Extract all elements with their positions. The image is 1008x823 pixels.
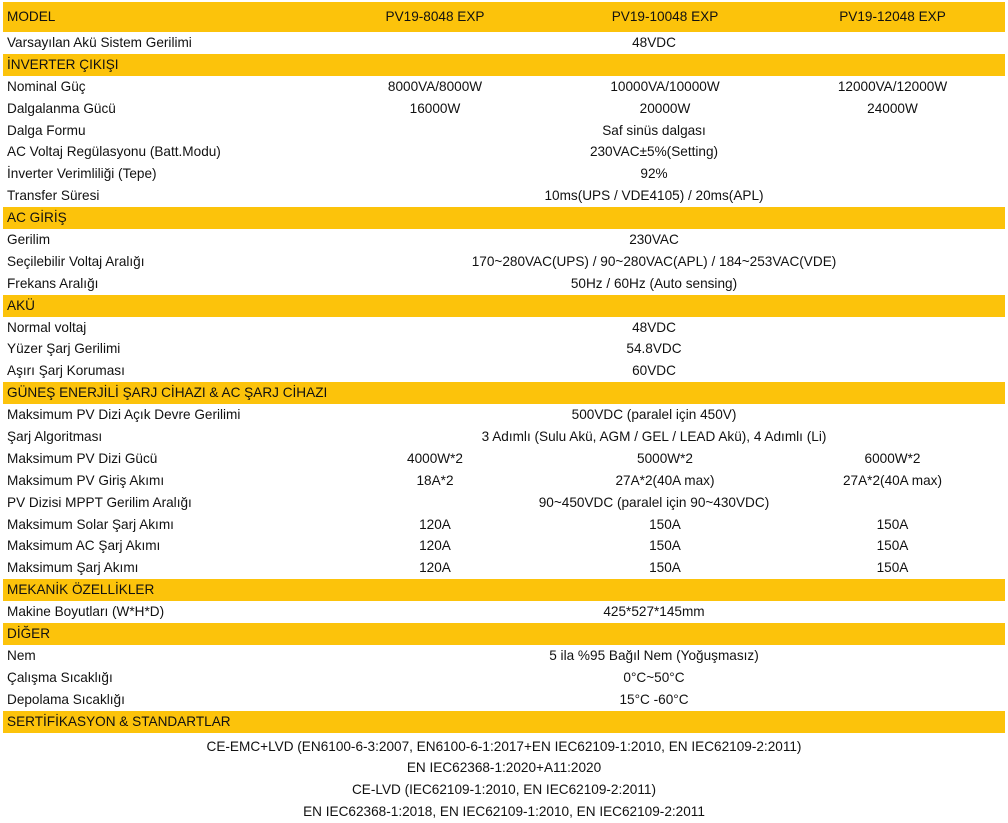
spec-value-model-1: 18A*2 (320, 470, 550, 492)
spec-value-all-models: 48VDC (303, 32, 1005, 54)
spec-value-all-models: 60VDC (303, 360, 1005, 382)
section-header (3, 382, 1005, 404)
section-header (3, 295, 1005, 317)
spec-label: Varsayılan Akü Sistem Gerilimi (7, 32, 192, 54)
spec-row (3, 229, 1005, 251)
section-header (3, 579, 1005, 601)
model-header-row (3, 2, 1005, 32)
spec-value-model-1: 8000VA/8000W (320, 76, 550, 98)
spec-value-model-3: 150A (780, 514, 1005, 536)
spec-value-model-1: 120A (320, 535, 550, 557)
spec-value-model-1: 4000W*2 (320, 448, 550, 470)
spec-row (3, 404, 1005, 426)
spec-row (3, 76, 1005, 98)
spec-label: Transfer Süresi (7, 185, 99, 207)
spec-label: PV Dizisi MPPT Gerilim Aralığı (7, 492, 192, 514)
spec-label: Yüzer Şarj Gerilimi (7, 338, 120, 360)
spec-label: Maksimum AC Şarj Akımı (7, 535, 160, 557)
spec-row (3, 535, 1005, 557)
spec-value-all-models: 90~450VDC (paralel için 90~430VDC) (303, 492, 1005, 514)
section-header (3, 623, 1005, 645)
spec-row (3, 163, 1005, 185)
spec-label: Çalışma Sıcaklığı (7, 667, 113, 689)
spec-row (3, 426, 1005, 448)
spec-row (3, 667, 1005, 689)
spec-row (3, 492, 1005, 514)
spec-value-model-3: 24000W (780, 98, 1005, 120)
certification-line: CE-EMC+LVD (EN6100-6-3:2007, EN6100-6-1:2017+EN IEC62109-1:2010, EN IEC62109-2:2011) (3, 736, 1005, 758)
spec-row (3, 448, 1005, 470)
spec-label: Seçilebilir Voltaj Aralığı (7, 251, 145, 273)
spec-value-model-1: 16000W (320, 98, 550, 120)
spec-label: Nem (7, 645, 36, 667)
spec-label: Maksimum Solar Şarj Akımı (7, 514, 174, 536)
spec-label: Maksimum PV Giriş Akımı (7, 470, 164, 492)
section-header (3, 207, 1005, 229)
spec-value-all-models: 3 Adımlı (Sulu Akü, AGM / GEL / LEAD Akü), 4 Adımlı (Li) (303, 426, 1005, 448)
section-title: AC GİRİŞ (7, 207, 67, 229)
section-header (3, 54, 1005, 76)
spec-value-model-2: 27A*2(40A max) (550, 470, 780, 492)
spec-label: Dalga Formu (7, 120, 86, 142)
spec-table (3, 0, 1005, 823)
spec-row (3, 470, 1005, 492)
spec-row (3, 98, 1005, 120)
spec-value-all-models: 0°C~50°C (303, 667, 1005, 689)
spec-row (3, 645, 1005, 667)
spec-row (3, 514, 1005, 536)
spec-row (3, 273, 1005, 295)
section-title: AKÜ (7, 295, 35, 317)
spec-label: Gerilim (7, 229, 50, 251)
spec-row (3, 317, 1005, 339)
spec-label: Normal voltaj (7, 317, 86, 339)
spec-label: Makine Boyutları (W*H*D) (7, 601, 164, 623)
spec-value-all-models: 15°C -60°C (303, 689, 1005, 711)
spec-row (3, 360, 1005, 382)
spec-value-all-models: 230VAC±5%(Setting) (303, 141, 1005, 163)
spec-value-model-3: 6000W*2 (780, 448, 1005, 470)
spec-row (3, 32, 1005, 54)
spec-row (3, 120, 1005, 142)
spec-value-all-models: 5 ila %95 Bağıl Nem (Yoğuşmasız) (303, 645, 1005, 667)
spec-value-model-2: 150A (550, 514, 780, 536)
spec-row (3, 141, 1005, 163)
spec-value-all-models: 50Hz / 60Hz (Auto sensing) (303, 273, 1005, 295)
spec-value-all-models: 10ms(UPS / VDE4105) / 20ms(APL) (303, 185, 1005, 207)
spec-row (3, 557, 1005, 579)
spec-label: Depolama Sıcaklığı (7, 689, 125, 711)
spec-label: Aşırı Şarj Koruması (7, 360, 125, 382)
section-title: İNVERTER ÇIKIŞI (7, 54, 119, 76)
certification-list (3, 736, 1005, 823)
model-header-label: MODEL (7, 2, 55, 32)
spec-value-model-2: 10000VA/10000W (550, 76, 780, 98)
spec-value-all-models: Saf sinüs dalgası (303, 120, 1005, 142)
spec-label: Maksimum Şarj Akımı (7, 557, 138, 579)
spec-row (3, 338, 1005, 360)
spec-value-model-2: 20000W (550, 98, 780, 120)
spec-label: Nominal Güç (7, 76, 86, 98)
spec-row (3, 689, 1005, 711)
certification-line: CE-LVD (IEC62109-1:2010, EN IEC62109-2:2011) (3, 779, 1005, 801)
spec-value-model-3: 12000VA/12000W (780, 76, 1005, 98)
spec-value-all-models: 500VDC (paralel için 450V) (303, 404, 1005, 426)
spec-label: AC Voltaj Regülasyonu (Batt.Modu) (7, 141, 221, 163)
spec-value-all-models: 230VAC (303, 229, 1005, 251)
spec-label: Maksimum PV Dizi Açık Devre Gerilimi (7, 404, 240, 426)
model-name-8048: PV19-8048 EXP (320, 2, 550, 32)
spec-label: Frekans Aralığı (7, 273, 98, 295)
spec-label: Maksimum PV Dizi Gücü (7, 448, 157, 470)
spec-label: İnverter Verimliliği (Tepe) (7, 163, 157, 185)
section-title: GÜNEŞ ENERJİLİ ŞARJ CİHAZI & AC ŞARJ CİHAZI (7, 382, 327, 404)
spec-label: Dalgalanma Gücü (7, 98, 116, 120)
model-name-12048: PV19-12048 EXP (780, 2, 1005, 32)
spec-row (3, 601, 1005, 623)
section-header (3, 711, 1005, 733)
spec-value-all-models: 425*527*145mm (303, 601, 1005, 623)
model-name-10048: PV19-10048 EXP (550, 2, 780, 32)
spec-value-model-3: 150A (780, 535, 1005, 557)
spec-label: Şarj Algoritması (7, 426, 102, 448)
spec-value-all-models: 54.8VDC (303, 338, 1005, 360)
spec-rows (3, 32, 1005, 733)
spec-value-model-2: 150A (550, 535, 780, 557)
spec-value-model-3: 27A*2(40A max) (780, 470, 1005, 492)
spec-value-model-1: 120A (320, 514, 550, 536)
section-title: SERTİFİKASYON & STANDARTLAR (7, 711, 231, 733)
spec-value-model-3: 150A (780, 557, 1005, 579)
certification-line: EN IEC62368-1:2020+A11:2020 (3, 757, 1005, 779)
section-title: DİĞER (7, 623, 50, 645)
spec-value-model-1: 120A (320, 557, 550, 579)
spec-value-all-models: 92% (303, 163, 1005, 185)
certification-line: EN IEC62368-1:2018, EN IEC62109-1:2010, EN IEC62109-2:2011 (3, 801, 1005, 823)
section-title: MEKANİK ÖZELLİKLER (7, 579, 154, 601)
spec-value-all-models: 170~280VAC(UPS) / 90~280VAC(APL) / 184~253VAC(VDE) (303, 251, 1005, 273)
spec-value-model-2: 150A (550, 557, 780, 579)
spec-row (3, 251, 1005, 273)
spec-row (3, 185, 1005, 207)
spec-value-all-models: 48VDC (303, 317, 1005, 339)
spec-value-model-2: 5000W*2 (550, 448, 780, 470)
